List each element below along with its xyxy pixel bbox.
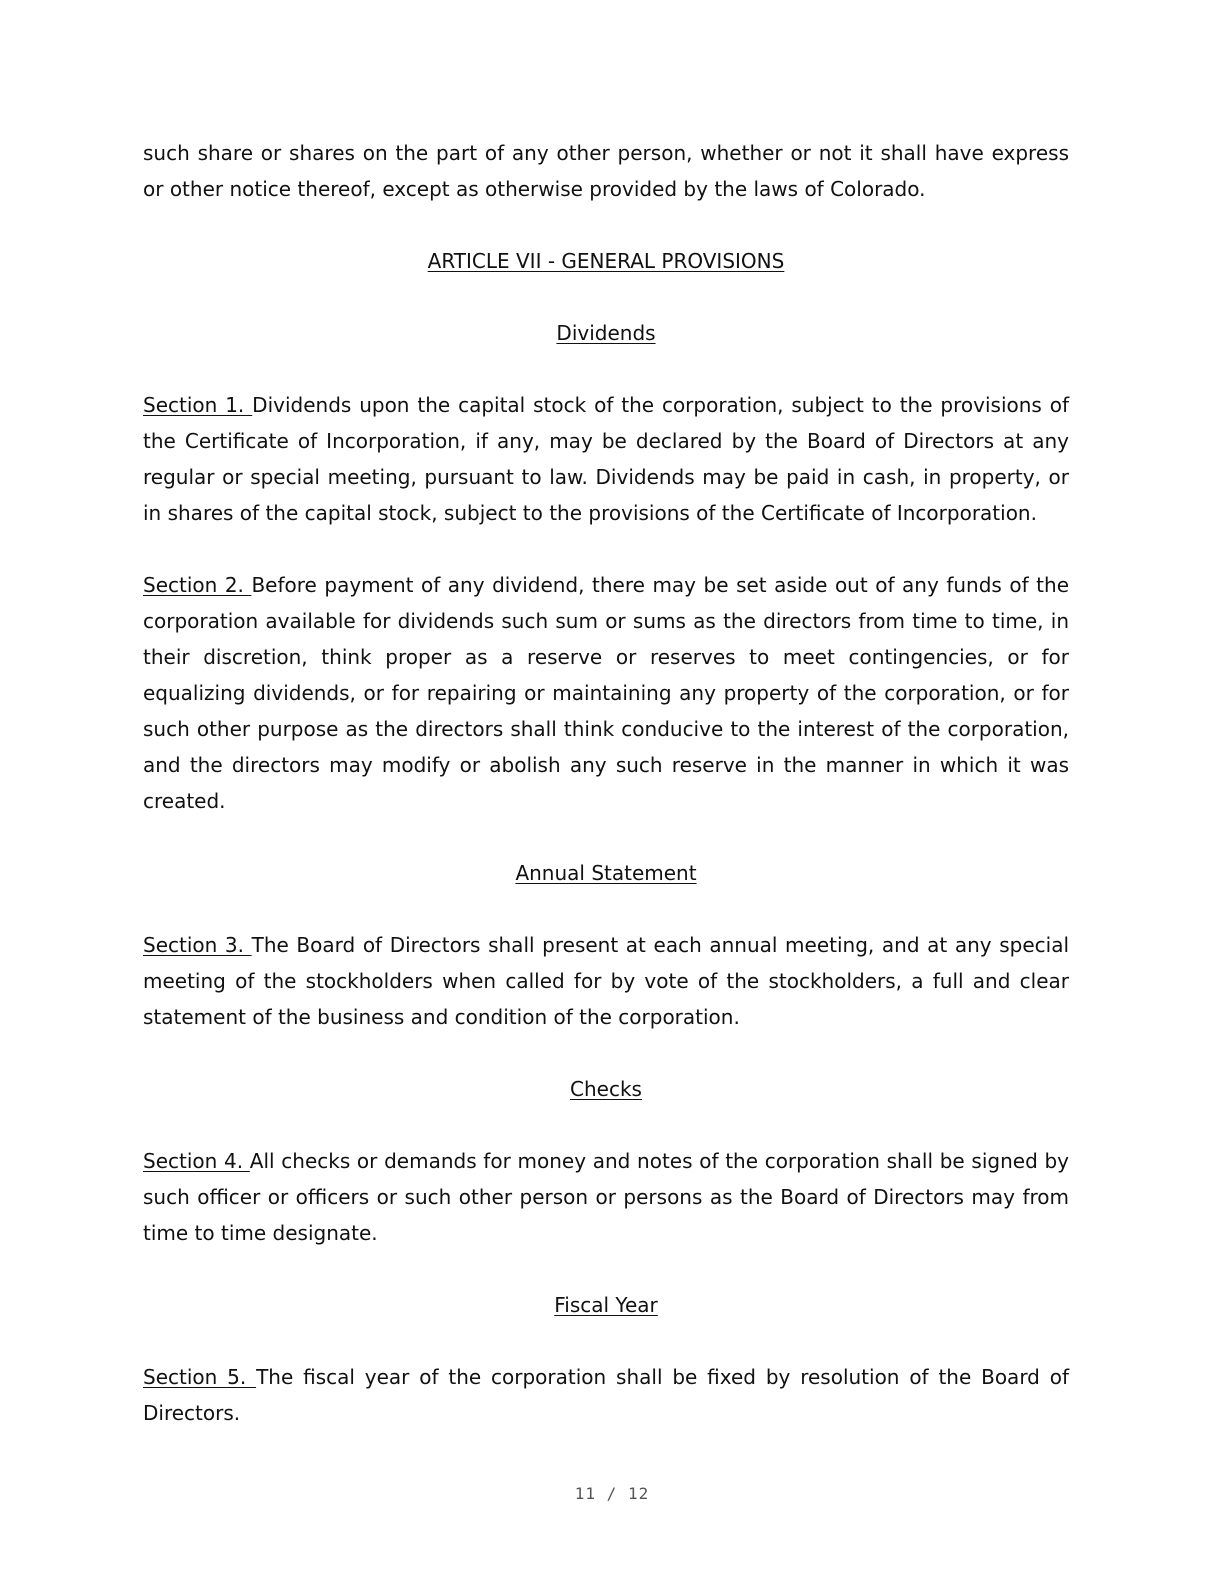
section-1-text: Dividends upon the capital stock of the corporation, subject to the provisions of the Certificate of Incorporation, if any, may be declared by the Board of Directors at any regular or special meeting, pursuant to law. Dividends may be paid in cash, in property, or in shares of the capital stock, subject to the provisions of the Certificate of Incorporation.	[143, 393, 1069, 525]
heading-checks	[143, 1071, 1069, 1107]
article-title	[143, 243, 1069, 279]
heading-checks-text: Checks	[570, 1077, 642, 1101]
section-3-label: Section 3.	[143, 933, 252, 957]
document-page	[143, 135, 1069, 1431]
section-3-text: The Board of Directors shall present at each annual meeting, and at any special meeting of the stockholders when called for by vote of the stockholders, a full and clear statement of the business and condition of the corporation.	[143, 933, 1070, 1029]
heading-dividends-text: Dividends	[556, 321, 656, 345]
heading-annual-statement-text: Annual Statement	[515, 861, 697, 885]
section-5-text: The fiscal year of the corporation shall be fixed by resolution of the Board of Directors.	[143, 1365, 1069, 1425]
section-2-text: Before payment of any dividend, there may be set aside out of any funds of the corporation available for dividends such sum or sums as the directors from time to time, in their discretion, think proper as a reserve or reserves to meet contingencies, or for equalizing dividends, or for repairing or maintaining any property of the corporation, or for such other purpose as the directors shall think conducive to the interest of the corporation, and the directors may modify or abolish any such reserve in the manner in which it was created.	[143, 573, 1069, 813]
heading-dividends	[143, 315, 1069, 351]
section-2-label: Section 2.	[143, 573, 252, 597]
heading-fiscal-year	[143, 1287, 1069, 1323]
section-1-paragraph	[143, 387, 1069, 531]
section-4-paragraph	[143, 1143, 1069, 1251]
section-5-paragraph	[143, 1359, 1069, 1431]
section-2-paragraph	[143, 567, 1069, 819]
section-4-label: Section 4.	[143, 1149, 250, 1173]
section-3-paragraph	[143, 927, 1069, 1035]
heading-annual-statement	[143, 855, 1069, 891]
section-4-text: All checks or demands for money and notes of the corporation shall be signed by such officer or officers or such other person or persons as the Board of Directors may from time to time designate.	[143, 1149, 1069, 1245]
heading-fiscal-year-text: Fiscal Year	[554, 1293, 658, 1317]
continuation-paragraph: such share or shares on the part of any other person, whether or not it shall have express or other notice thereof, except as otherwise provided by the laws of Colorado.	[143, 141, 1069, 201]
article-title-text: ARTICLE VII - GENERAL PROVISIONS	[427, 249, 785, 273]
section-5-label: Section 5.	[143, 1365, 257, 1389]
section-1-label: Section 1.	[143, 393, 253, 417]
page-indicator: 11 / 12	[574, 1484, 650, 1503]
